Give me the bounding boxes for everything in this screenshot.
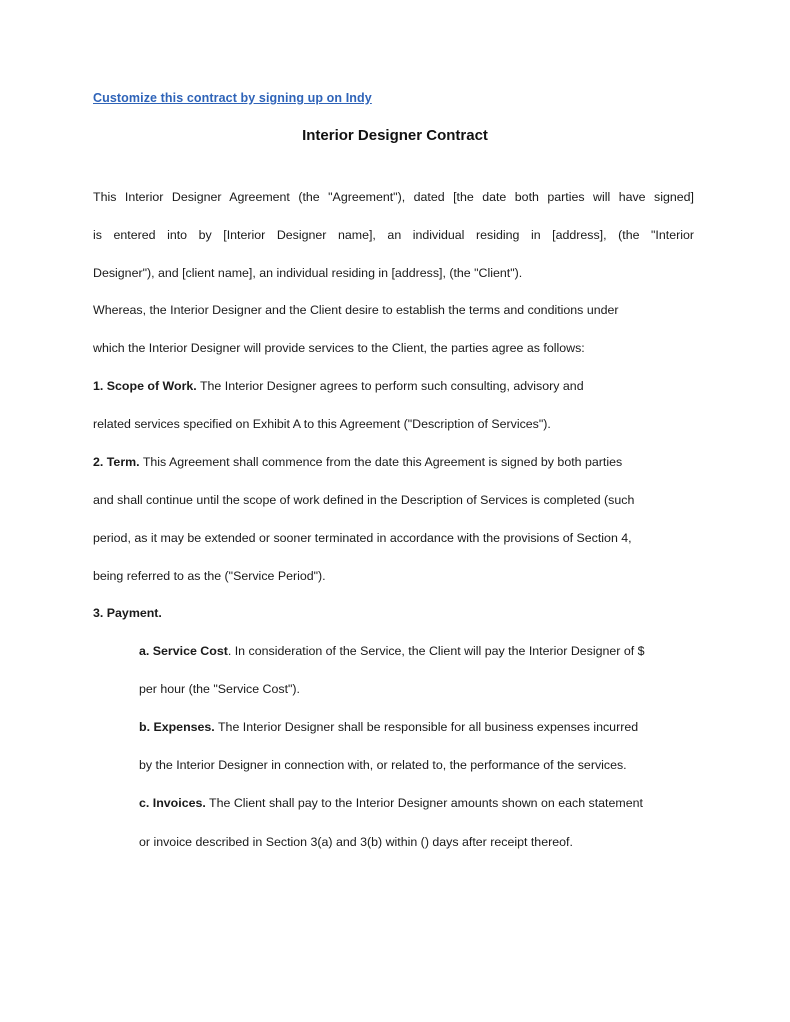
section-3c-line-1: c. Invoices. The Client shall pay to the Interior Designer amounts shown on each statement	[139, 796, 643, 810]
intro-line-3: Designer"), and [client name], an individual residing in [address], (the "Client").	[93, 266, 523, 280]
section-2-line-1: 2. Term. This Agreement shall commence from the date this Agreement is signed by both parties	[93, 455, 623, 469]
intro-line-1: This Interior Designer Agreement (the "Agreement"), dated [the date both parties will have signed]	[93, 190, 694, 204]
section-3b-line-1: b. Expenses. The Interior Designer shall be responsible for all business expenses incurred	[139, 720, 639, 734]
section-1-line-1: 1. Scope of Work. The Interior Designer agrees to perform such consulting, advisory and	[93, 379, 584, 393]
section-3a-line-1: a. Service Cost. In consideration of the Service, the Client will pay the Interior Designer of $	[139, 644, 645, 658]
whereas-line-1: Whereas, the Interior Designer and the Client desire to establish the terms and conditions under	[93, 303, 619, 317]
section-3a-line-2: per hour (the "Service Cost").	[139, 682, 300, 696]
section-1-line-2: related services specified on Exhibit A to this Agreement ("Description of Services").	[93, 417, 551, 431]
section-3b-heading: b. Expenses.	[139, 720, 215, 734]
section-2-line-4: being referred to as the ("Service Period").	[93, 569, 326, 583]
page-title: Interior Designer Contract	[302, 127, 488, 144]
section-3c-heading: c. Invoices.	[139, 796, 206, 810]
section-2-heading: 2. Term.	[93, 455, 140, 469]
intro-line-2: is entered into by [Interior Designer name], an individual residing in [address], (the "Interior	[93, 228, 694, 242]
section-3c-line-2: or invoice described in Section 3(a) and 3(b) within () days after receipt thereof.	[139, 835, 573, 849]
section-3-heading: 3. Payment.	[93, 606, 162, 620]
signup-link[interactable]: Customize this contract by signing up on Indy	[93, 91, 372, 105]
whereas-line-2: which the Interior Designer will provide services to the Client, the parties agree as follows:	[93, 341, 585, 355]
section-1-heading: 1. Scope of Work.	[93, 379, 197, 393]
section-3a-heading: a. Service Cost	[139, 644, 228, 658]
section-2-line-3: period, as it may be extended or sooner terminated in accordance with the provisions of Section 4,	[93, 531, 632, 545]
section-2-line-2: and shall continue until the scope of work defined in the Description of Services is completed (such	[93, 493, 635, 507]
section-3b-line-2: by the Interior Designer in connection with, or related to, the performance of the services.	[139, 758, 627, 772]
